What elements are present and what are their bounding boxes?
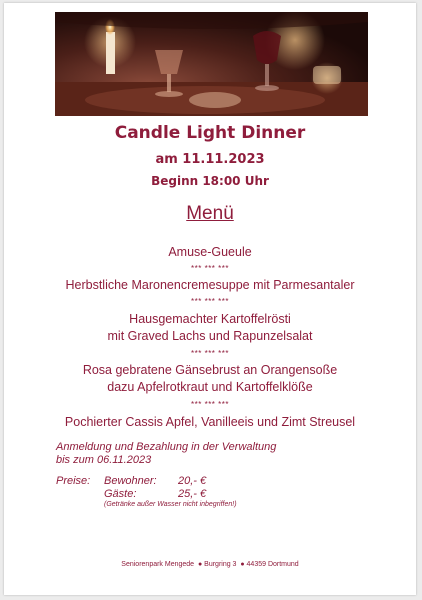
prices-label: Preise:	[56, 475, 91, 487]
flyer-page	[4, 3, 416, 595]
bullet-icon: ●	[240, 561, 245, 568]
price-resident-label: Bewohner:	[104, 475, 157, 487]
footer-address	[4, 561, 416, 568]
registration-line-2: bis zum 06.11.2023	[56, 454, 152, 466]
course-starter-line-1: Hausgemachter Kartoffelrösti	[129, 312, 291, 326]
separator: *** *** ***	[191, 264, 229, 273]
candle-dinner-photo	[55, 12, 368, 116]
price-guest-label: Gäste:	[104, 488, 137, 500]
footer-street: Burgring 3	[204, 561, 237, 568]
bullet-icon: ●	[197, 561, 203, 568]
course-starter-line-2: mit Graved Lachs und Rapunzelsalat	[107, 329, 313, 343]
course-dessert: Pochierter Cassis Apfel, Vanilleeis und Zimt Streusel	[64, 415, 356, 429]
course-amuse-gueule: Amuse-Gueule	[168, 245, 252, 259]
event-begin-time: Beginn 18:00 Uhr	[151, 174, 269, 188]
photo-illustration	[55, 12, 368, 116]
drinks-note: (Getränke außer Wasser nicht inbegriffen!)	[104, 501, 237, 508]
course-soup: Herbstliche Maronencremesuppe mit Parmesantaler	[65, 278, 355, 292]
separator: *** *** ***	[191, 297, 229, 306]
page-title: Candle Light Dinner	[114, 123, 306, 143]
event-date: am 11.11.2023	[155, 152, 265, 167]
registration-line-1: Anmeldung und Bezahlung in der Verwaltung	[56, 441, 277, 453]
footer-city: 44359 Dortmund	[246, 561, 299, 568]
course-main-line-1: Rosa gebratene Gänsebrust an Orangensoße	[82, 363, 338, 377]
separator: *** *** ***	[191, 349, 229, 358]
price-guest-value: 25,- €	[178, 488, 207, 500]
course-main-line-2: dazu Apfelrotkraut und Kartoffelklöße	[107, 380, 313, 394]
separator: *** *** ***	[191, 400, 229, 409]
footer-name: Seniorenpark Mengede	[121, 561, 195, 568]
price-resident-value: 20,- €	[178, 475, 207, 487]
menu-heading: Menü	[186, 203, 234, 224]
